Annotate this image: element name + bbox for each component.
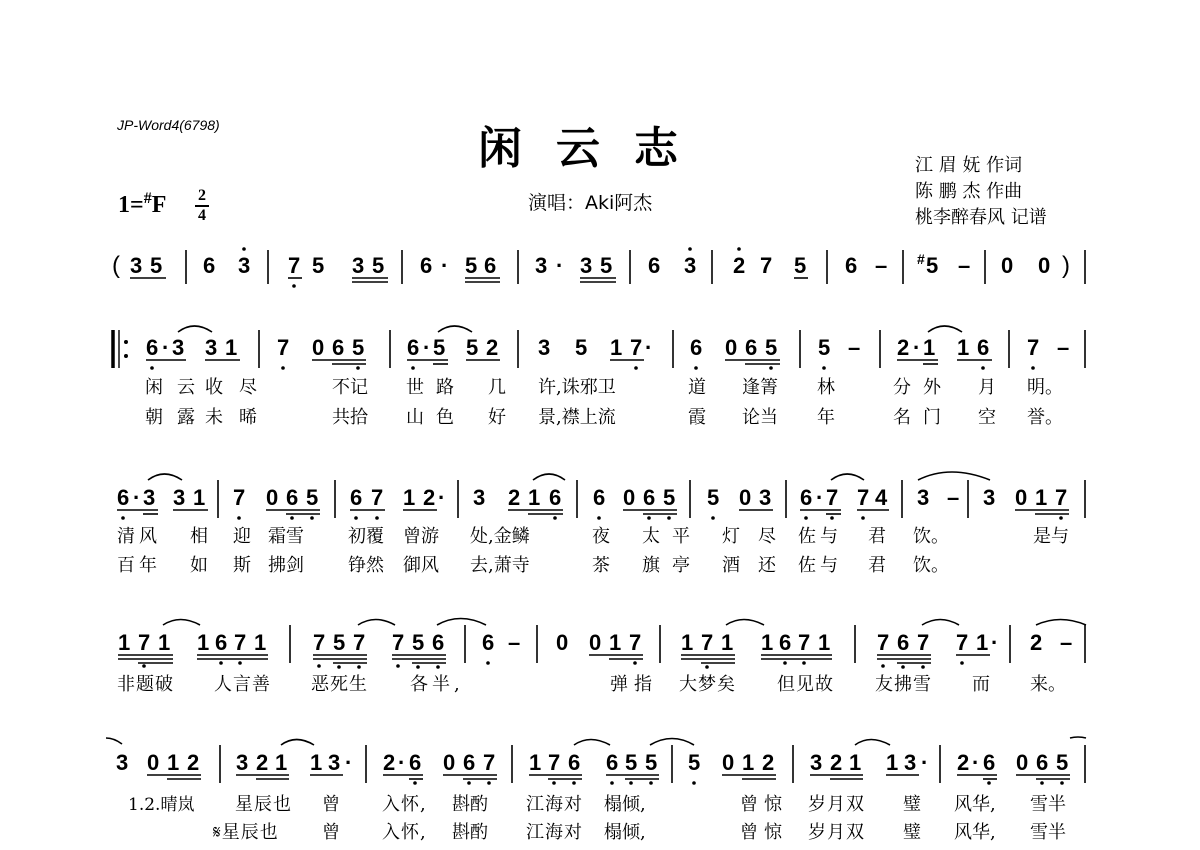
svg-text:·: · bbox=[645, 335, 653, 360]
svg-text:1: 1 bbox=[403, 485, 416, 510]
lyric-word: 榻倾, bbox=[604, 794, 646, 815]
svg-text:–: – bbox=[1060, 630, 1073, 655]
lyric-word: 不记 bbox=[332, 377, 368, 398]
svg-text:3: 3 bbox=[116, 750, 129, 775]
lyric-word: 景,襟上流 bbox=[538, 407, 616, 428]
svg-text:1: 1 bbox=[609, 630, 622, 655]
lyric-word: 璧 bbox=[903, 794, 921, 815]
svg-text:0: 0 bbox=[312, 335, 325, 360]
lyric-word: 君 bbox=[868, 555, 886, 576]
time-bottom: 4 bbox=[198, 207, 206, 224]
lyric-word: 友拂雪 bbox=[875, 674, 932, 695]
svg-text:7: 7 bbox=[798, 630, 811, 655]
svg-text:3: 3 bbox=[904, 750, 917, 775]
svg-text:6: 6 bbox=[420, 253, 433, 278]
svg-text:2: 2 bbox=[830, 750, 843, 775]
svg-text:·: · bbox=[441, 253, 449, 278]
svg-text:2: 2 bbox=[957, 750, 970, 775]
svg-text:7: 7 bbox=[483, 750, 496, 775]
svg-text:5: 5 bbox=[150, 253, 163, 278]
lyric-word: 世路 bbox=[406, 377, 466, 398]
svg-text:·: · bbox=[991, 630, 999, 655]
svg-text:5: 5 bbox=[663, 485, 676, 510]
svg-text:0: 0 bbox=[266, 485, 279, 510]
lyric-word: 星辰也 bbox=[235, 794, 292, 815]
svg-text:7: 7 bbox=[392, 630, 405, 655]
svg-text:#: # bbox=[917, 251, 925, 267]
svg-text:0: 0 bbox=[1015, 485, 1028, 510]
lyric-word: 是与 bbox=[1033, 526, 1069, 547]
svg-text:0: 0 bbox=[725, 335, 738, 360]
svg-text:3: 3 bbox=[580, 253, 593, 278]
lyric-word: 曾惊 bbox=[740, 794, 788, 815]
svg-text:0: 0 bbox=[1038, 253, 1051, 278]
lyric-word: 入怀, bbox=[382, 794, 427, 815]
svg-text:3: 3 bbox=[236, 750, 249, 775]
svg-text:6: 6 bbox=[845, 253, 858, 278]
svg-text:7: 7 bbox=[630, 335, 643, 360]
svg-text:7: 7 bbox=[233, 485, 246, 510]
svg-text:1: 1 bbox=[923, 335, 936, 360]
lyric-line-2-2 bbox=[0, 403, 1200, 427]
svg-text:0: 0 bbox=[722, 750, 735, 775]
svg-text:7: 7 bbox=[826, 485, 839, 510]
svg-text:1: 1 bbox=[225, 335, 238, 360]
svg-text:3: 3 bbox=[205, 335, 218, 360]
lyric-word: 许,诛邪卫 bbox=[538, 377, 616, 398]
lyric-word: 夜 bbox=[592, 526, 610, 547]
svg-text:2: 2 bbox=[187, 750, 200, 775]
lyric-word: 铮然 bbox=[348, 555, 384, 576]
svg-text:3: 3 bbox=[173, 485, 186, 510]
svg-text:3: 3 bbox=[535, 253, 548, 278]
lyric-word: 曾惊 bbox=[740, 822, 788, 843]
svg-text:·: · bbox=[972, 750, 980, 775]
lyric-word: 来。 bbox=[1030, 674, 1066, 695]
lyric-word: 入怀, bbox=[382, 822, 427, 843]
lyric-word: 相 bbox=[190, 526, 208, 547]
svg-text:1: 1 bbox=[528, 485, 541, 510]
svg-text:7: 7 bbox=[1027, 335, 1040, 360]
svg-text:6: 6 bbox=[690, 335, 703, 360]
svg-text:7: 7 bbox=[138, 630, 151, 655]
svg-text:0: 0 bbox=[443, 750, 456, 775]
svg-text:5: 5 bbox=[306, 485, 319, 510]
lyric-word: 未晞 bbox=[205, 407, 273, 428]
song-title: 闲云志 bbox=[478, 123, 712, 174]
lyric-word: 江海对 bbox=[526, 794, 583, 815]
lyric-word: 空 bbox=[978, 407, 996, 428]
software-label: JP-Word4(6798) bbox=[117, 117, 220, 133]
svg-text:6: 6 bbox=[779, 630, 792, 655]
svg-text:1: 1 bbox=[721, 630, 734, 655]
lyric-word: 明。 bbox=[1027, 377, 1063, 398]
svg-text:3: 3 bbox=[917, 485, 930, 510]
lyric-word: 斟酌 bbox=[452, 822, 488, 843]
lyric-word: 风华, bbox=[954, 794, 996, 815]
svg-text:2: 2 bbox=[897, 335, 910, 360]
svg-text:·: · bbox=[816, 485, 824, 510]
lyric-word: 逢箐 bbox=[742, 377, 778, 398]
key-signature bbox=[118, 190, 166, 219]
svg-text:–: – bbox=[875, 253, 888, 278]
svg-text:7: 7 bbox=[917, 630, 930, 655]
notation-system-1 bbox=[0, 240, 1200, 290]
svg-text:0: 0 bbox=[147, 750, 160, 775]
svg-text:7: 7 bbox=[760, 253, 773, 278]
svg-text:2: 2 bbox=[508, 485, 521, 510]
svg-text:5: 5 bbox=[625, 750, 638, 775]
svg-text:1: 1 bbox=[310, 750, 323, 775]
svg-text:3: 3 bbox=[130, 253, 143, 278]
svg-text:–: – bbox=[848, 335, 861, 360]
svg-text:0: 0 bbox=[623, 485, 636, 510]
svg-text:3: 3 bbox=[238, 253, 251, 278]
svg-text:·: · bbox=[438, 485, 446, 510]
lyric-word: 饮。 bbox=[913, 526, 949, 547]
svg-text:6: 6 bbox=[983, 750, 996, 775]
lyric-line-5-2 bbox=[0, 818, 1200, 842]
notation-staff-5 bbox=[0, 740, 1200, 790]
svg-text:3: 3 bbox=[328, 750, 341, 775]
lyric-word: 而 bbox=[972, 674, 990, 695]
lyric-word: 酒 bbox=[722, 555, 740, 576]
lyric-word: 好 bbox=[488, 407, 506, 428]
svg-text:–: – bbox=[958, 253, 971, 278]
lyric-word: 年 bbox=[817, 407, 835, 428]
lyric-word: 岁月双 bbox=[808, 822, 865, 843]
svg-text:1: 1 bbox=[118, 630, 131, 655]
svg-text:·: · bbox=[921, 750, 929, 775]
svg-text:·: · bbox=[556, 253, 564, 278]
svg-text:1: 1 bbox=[193, 485, 206, 510]
svg-text:5: 5 bbox=[765, 335, 778, 360]
svg-text:4: 4 bbox=[875, 485, 888, 510]
svg-text:7: 7 bbox=[701, 630, 714, 655]
svg-text:7: 7 bbox=[956, 630, 969, 655]
svg-text:7: 7 bbox=[288, 253, 301, 278]
svg-text:(: ( bbox=[112, 252, 120, 279]
svg-text:6: 6 bbox=[800, 485, 813, 510]
key-prefix: 1= bbox=[118, 192, 144, 218]
svg-text:·: · bbox=[162, 335, 170, 360]
lyric-word: 人言善 bbox=[214, 674, 271, 695]
key-letter: F bbox=[151, 192, 167, 218]
svg-text:·: · bbox=[133, 485, 141, 510]
lyric-word: 尽 bbox=[758, 526, 776, 547]
svg-text:2: 2 bbox=[256, 750, 269, 775]
notation-system-4 bbox=[0, 620, 1200, 670]
svg-text:2: 2 bbox=[1030, 630, 1043, 655]
lyric-word: 处,金鳞 bbox=[470, 526, 530, 547]
notation-system-2 bbox=[0, 322, 1200, 372]
key-sharp: # bbox=[143, 190, 152, 207]
svg-text:6: 6 bbox=[432, 630, 445, 655]
lyric-word: 旗亭 bbox=[642, 555, 702, 576]
svg-text:6: 6 bbox=[146, 335, 159, 360]
svg-text:3: 3 bbox=[684, 253, 697, 278]
svg-text:2: 2 bbox=[762, 750, 775, 775]
time-signature bbox=[195, 188, 209, 224]
svg-text:5: 5 bbox=[1056, 750, 1069, 775]
svg-text:2: 2 bbox=[423, 485, 436, 510]
svg-text:5: 5 bbox=[372, 253, 385, 278]
svg-text:5: 5 bbox=[926, 253, 939, 278]
lyric-word: 斟酌 bbox=[452, 794, 488, 815]
svg-text:7: 7 bbox=[353, 630, 366, 655]
svg-text:0: 0 bbox=[1016, 750, 1029, 775]
lyric-word: 茶 bbox=[592, 555, 610, 576]
lyric-word: 榻倾, bbox=[604, 822, 646, 843]
svg-text:1: 1 bbox=[742, 750, 755, 775]
svg-text:6: 6 bbox=[606, 750, 619, 775]
lyric-word: 去,萧寺 bbox=[470, 555, 530, 576]
lyric-line-4-1 bbox=[0, 670, 1200, 694]
svg-text:6: 6 bbox=[286, 485, 299, 510]
svg-text:3: 3 bbox=[143, 485, 156, 510]
svg-text:1: 1 bbox=[197, 630, 210, 655]
lyric-word: 风华, bbox=[954, 822, 996, 843]
lyric-word: 岁月双 bbox=[808, 794, 865, 815]
singer-credit: 演唱：Aki阿杰 bbox=[528, 192, 653, 214]
lyric-word: 闲云 bbox=[145, 377, 209, 398]
notation-staff-1 bbox=[0, 240, 1200, 290]
svg-text:6: 6 bbox=[648, 253, 661, 278]
svg-text:1: 1 bbox=[681, 630, 694, 655]
notation-system-3 bbox=[0, 474, 1200, 524]
svg-text:3: 3 bbox=[983, 485, 996, 510]
svg-text:1: 1 bbox=[761, 630, 774, 655]
svg-text:1: 1 bbox=[610, 335, 623, 360]
svg-text:6: 6 bbox=[1036, 750, 1049, 775]
notation-staff-4 bbox=[0, 620, 1200, 670]
svg-text:·: · bbox=[398, 750, 406, 775]
notation-staff-2 bbox=[0, 322, 1200, 372]
svg-text:3: 3 bbox=[810, 750, 823, 775]
svg-text:5: 5 bbox=[688, 750, 701, 775]
lyric-word: 道 bbox=[688, 377, 706, 398]
svg-text:6: 6 bbox=[203, 253, 216, 278]
svg-text:5: 5 bbox=[645, 750, 658, 775]
svg-text:6: 6 bbox=[463, 750, 476, 775]
lyric-word: 御风 bbox=[403, 555, 439, 576]
lyric-word: 名门 bbox=[893, 407, 953, 428]
svg-text:6: 6 bbox=[407, 335, 420, 360]
svg-text:5: 5 bbox=[818, 335, 831, 360]
composer-credit: 陈 鹏 杰 作曲 bbox=[915, 181, 1023, 202]
notation-system-5 bbox=[0, 740, 1200, 790]
svg-text:1: 1 bbox=[849, 750, 862, 775]
lyric-word: 灯 bbox=[722, 526, 740, 547]
svg-text:–: – bbox=[1057, 335, 1070, 360]
lyric-word: 朝露 bbox=[145, 407, 209, 428]
svg-text:1: 1 bbox=[158, 630, 171, 655]
lyric-word: 山色 bbox=[406, 407, 466, 428]
transcriber-credit: 桃李醉春风 记谱 bbox=[915, 207, 1047, 228]
svg-text:0: 0 bbox=[739, 485, 752, 510]
svg-text:1: 1 bbox=[529, 750, 542, 775]
svg-text:6: 6 bbox=[350, 485, 363, 510]
lyric-word: 太平 bbox=[642, 526, 702, 547]
lyric-word: 江海对 bbox=[526, 822, 583, 843]
lyric-word: 百年 bbox=[117, 555, 161, 576]
lyric-word: 霜雪 bbox=[268, 526, 304, 547]
lyric-word: 饮。 bbox=[913, 555, 949, 576]
svg-text:6: 6 bbox=[568, 750, 581, 775]
svg-text:6: 6 bbox=[332, 335, 345, 360]
lyric-word: 誉。 bbox=[1027, 407, 1063, 428]
lyric-line-2-1 bbox=[0, 373, 1200, 397]
svg-text:7: 7 bbox=[313, 630, 326, 655]
svg-text:5: 5 bbox=[600, 253, 613, 278]
svg-text:6: 6 bbox=[117, 485, 130, 510]
svg-text:6: 6 bbox=[215, 630, 228, 655]
lyric-line-3-2 bbox=[0, 551, 1200, 575]
svg-text:1: 1 bbox=[886, 750, 899, 775]
lyric-word: 如 bbox=[190, 555, 208, 576]
svg-text:1: 1 bbox=[818, 630, 831, 655]
lyric-word: 曾 bbox=[322, 794, 340, 815]
svg-text:1: 1 bbox=[976, 630, 989, 655]
svg-text:5: 5 bbox=[412, 630, 425, 655]
lyric-word: 1.2.晴岚 bbox=[128, 795, 195, 815]
svg-text:5: 5 bbox=[312, 253, 325, 278]
lyric-line-3-1 bbox=[0, 522, 1200, 546]
svg-text:7: 7 bbox=[548, 750, 561, 775]
svg-text:1: 1 bbox=[275, 750, 288, 775]
svg-text:5: 5 bbox=[465, 253, 478, 278]
svg-text:1: 1 bbox=[167, 750, 180, 775]
svg-text:6: 6 bbox=[484, 253, 497, 278]
lyric-word: 分外 bbox=[893, 377, 953, 398]
svg-text:5: 5 bbox=[575, 335, 588, 360]
lyric-word: 拂剑 bbox=[268, 555, 304, 576]
lyric-word: 雪半 bbox=[1030, 822, 1066, 843]
svg-text:2: 2 bbox=[383, 750, 396, 775]
svg-text:7: 7 bbox=[234, 630, 247, 655]
lyric-word: 雪半 bbox=[1030, 794, 1066, 815]
lyric-line-5-1 bbox=[0, 790, 1200, 814]
svg-text:6: 6 bbox=[482, 630, 495, 655]
svg-text:5: 5 bbox=[352, 335, 365, 360]
lyricist-credit: 江 眉 妩 作词 bbox=[915, 155, 1023, 176]
lyric-word: 共拾 bbox=[332, 407, 368, 428]
lyric-word: 林 bbox=[817, 377, 835, 398]
svg-text:5: 5 bbox=[794, 253, 807, 278]
lyric-word: 恶死生 bbox=[311, 674, 368, 695]
lyric-word: 月 bbox=[978, 377, 996, 398]
lyric-word: 各半, bbox=[410, 674, 464, 695]
svg-text:7: 7 bbox=[629, 630, 642, 655]
svg-text:2: 2 bbox=[733, 253, 746, 278]
svg-text:2: 2 bbox=[486, 335, 499, 360]
lyric-word: 佐与 bbox=[798, 555, 842, 576]
lyric-word: 非题破 bbox=[117, 674, 174, 695]
svg-text:7: 7 bbox=[857, 485, 870, 510]
svg-text:0: 0 bbox=[589, 630, 602, 655]
svg-text:3: 3 bbox=[759, 485, 772, 510]
svg-text:7: 7 bbox=[1055, 485, 1068, 510]
lyric-word: 𝄋星辰也 bbox=[213, 822, 279, 843]
svg-text:5: 5 bbox=[707, 485, 720, 510]
svg-text:6: 6 bbox=[897, 630, 910, 655]
lyric-word: 还 bbox=[758, 555, 776, 576]
svg-text:1: 1 bbox=[254, 630, 267, 655]
svg-text:6: 6 bbox=[745, 335, 758, 360]
lyric-word: 迎 bbox=[233, 526, 251, 547]
svg-text:5: 5 bbox=[333, 630, 346, 655]
svg-text:5: 5 bbox=[433, 335, 446, 360]
lyric-word: 霞 bbox=[688, 407, 706, 428]
svg-text:0: 0 bbox=[1001, 253, 1014, 278]
svg-text:7: 7 bbox=[277, 335, 290, 360]
svg-text:0: 0 bbox=[556, 630, 569, 655]
svg-text:–: – bbox=[508, 630, 521, 655]
lyric-word: 论当 bbox=[742, 407, 778, 428]
svg-text:3: 3 bbox=[352, 253, 365, 278]
svg-text:3: 3 bbox=[172, 335, 185, 360]
svg-text:5: 5 bbox=[466, 335, 479, 360]
lyric-word: 曾 bbox=[322, 822, 340, 843]
svg-text:–: – bbox=[947, 485, 960, 510]
lyric-word: 璧 bbox=[903, 822, 921, 843]
time-top: 2 bbox=[198, 187, 206, 204]
svg-text:7: 7 bbox=[877, 630, 890, 655]
lyric-word: 清风 bbox=[117, 526, 161, 547]
lyric-word: 斯 bbox=[233, 555, 251, 576]
svg-text:6: 6 bbox=[409, 750, 422, 775]
lyric-word: 几 bbox=[488, 377, 506, 398]
lyric-word: 初覆 bbox=[348, 526, 384, 547]
svg-text:): ) bbox=[1062, 252, 1070, 279]
svg-text:7: 7 bbox=[371, 485, 384, 510]
svg-text:6: 6 bbox=[643, 485, 656, 510]
svg-text:·: · bbox=[913, 335, 921, 360]
lyric-word: 佐与 bbox=[798, 526, 842, 547]
lyric-word: 弹指 bbox=[610, 674, 658, 695]
lyric-word: 但见故 bbox=[777, 674, 834, 695]
lyric-word: 君 bbox=[868, 526, 886, 547]
lyric-word: 曾游 bbox=[403, 526, 439, 547]
notation-staff-3 bbox=[0, 474, 1200, 524]
svg-text:3: 3 bbox=[473, 485, 486, 510]
svg-text:1: 1 bbox=[957, 335, 970, 360]
svg-text:·: · bbox=[423, 335, 431, 360]
svg-text:6: 6 bbox=[549, 485, 562, 510]
svg-text:6: 6 bbox=[977, 335, 990, 360]
svg-text:·: · bbox=[345, 750, 353, 775]
lyric-word: 收尽 bbox=[205, 377, 273, 398]
svg-text:3: 3 bbox=[538, 335, 551, 360]
lyric-word: 大梦矣 bbox=[679, 674, 736, 695]
svg-text:6: 6 bbox=[593, 485, 606, 510]
svg-text:1: 1 bbox=[1035, 485, 1048, 510]
